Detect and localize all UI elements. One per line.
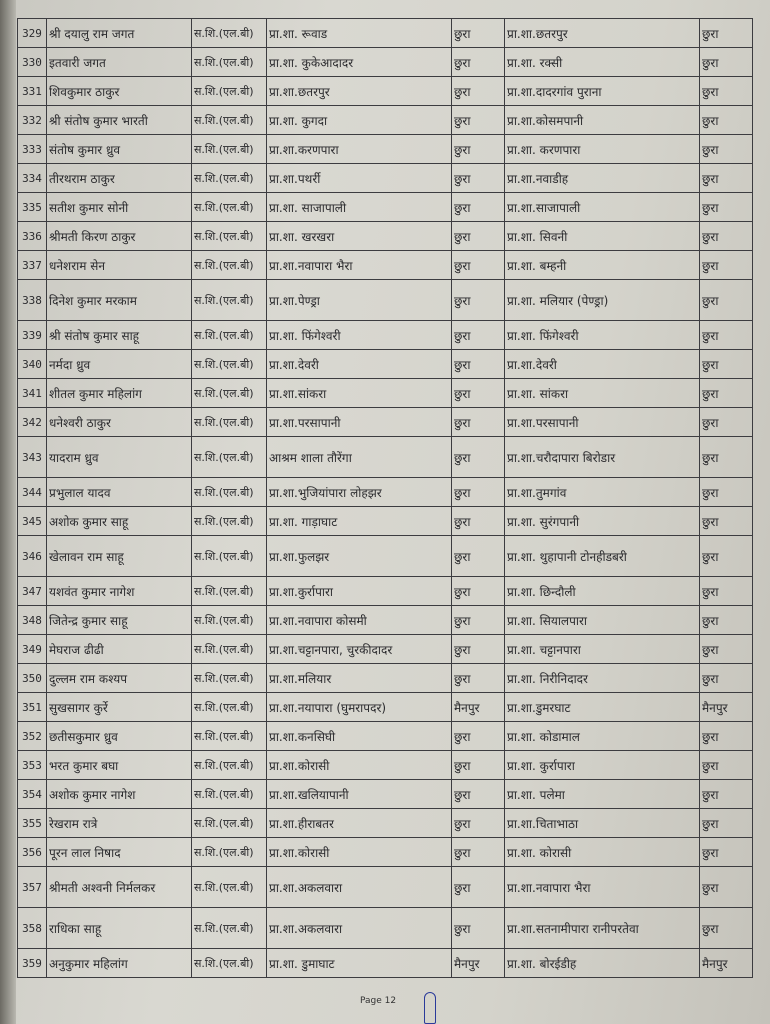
new-block-cell: छुरा	[700, 722, 753, 751]
current-block-cell: छुरा	[452, 478, 505, 507]
table-row	[18, 780, 753, 809]
new-school-cell: प्रा.शा.सतनामीपारा रानीपरतेवा	[505, 908, 700, 949]
current-school-cell: प्रा.शा.फुलझर	[267, 536, 452, 577]
teacher-name-cell: यादराम ध्रुव	[47, 437, 192, 478]
teacher-name-cell: सतीश कुमार सोनी	[47, 193, 192, 222]
serial-number-cell: 334	[18, 164, 47, 193]
post-title-cell: स.शि.(एल.बी)	[192, 280, 267, 321]
table-row	[18, 606, 753, 635]
current-block-cell: छुरा	[452, 135, 505, 164]
new-block-cell: छुरा	[700, 867, 753, 908]
post-title-cell: स.शि.(एल.बी)	[192, 77, 267, 106]
new-school-cell: प्रा.शा. कोडामाल	[505, 722, 700, 751]
new-school-cell: प्रा.शा.नवापारा भैरा	[505, 867, 700, 908]
new-block-cell: मैनपुर	[700, 693, 753, 722]
current-school-cell: प्रा.शा.भुजियांपारा लोहझर	[267, 478, 452, 507]
teacher-name-cell: पूरन लाल निषाद	[47, 838, 192, 867]
new-school-cell: प्रा.शा.परसापानी	[505, 408, 700, 437]
new-block-cell: मैनपुर	[700, 949, 753, 978]
serial-number-cell: 339	[18, 321, 47, 350]
serial-number-cell: 333	[18, 135, 47, 164]
current-block-cell: छुरा	[452, 838, 505, 867]
serial-number-cell: 347	[18, 577, 47, 606]
serial-number-cell: 355	[18, 809, 47, 838]
post-title-cell: स.शि.(एल.बी)	[192, 577, 267, 606]
post-title-cell: स.शि.(एल.बी)	[192, 536, 267, 577]
current-block-cell: छुरा	[452, 350, 505, 379]
teacher-name-cell: भरत कुमार बघा	[47, 751, 192, 780]
current-block-cell: छुरा	[452, 577, 505, 606]
current-school-cell: प्रा.शा.चट्टानपारा, चुरकीदादर	[267, 635, 452, 664]
serial-number-cell: 357	[18, 867, 47, 908]
new-block-cell: छुरा	[700, 164, 753, 193]
current-school-cell: प्रा.शा. रूवाड	[267, 19, 452, 48]
new-school-cell: प्रा.शा.डुमरघाट	[505, 693, 700, 722]
new-school-cell: प्रा.शा. थुहापानी टोनहीडबरी	[505, 536, 700, 577]
table-row	[18, 722, 753, 751]
new-school-cell: प्रा.शा.कोसमपानी	[505, 106, 700, 135]
current-school-cell: प्रा.शा.कोरासी	[267, 751, 452, 780]
table-row	[18, 193, 753, 222]
new-block-cell: छुरा	[700, 437, 753, 478]
new-school-cell: प्रा.शा.साजापाली	[505, 193, 700, 222]
new-block-cell: छुरा	[700, 577, 753, 606]
current-school-cell: प्रा.शा.अकलवारा	[267, 867, 452, 908]
page-number: Page 12	[360, 996, 397, 1006]
teacher-name-cell: राधिका साहू	[47, 908, 192, 949]
post-title-cell: स.शि.(एल.बी)	[192, 437, 267, 478]
table-row	[18, 135, 753, 164]
post-title-cell: स.शि.(एल.बी)	[192, 222, 267, 251]
current-school-cell: प्रा.शा.करणपारा	[267, 135, 452, 164]
serial-number-cell: 332	[18, 106, 47, 135]
teacher-name-cell: श्री दयालु राम जगत	[47, 19, 192, 48]
current-block-cell: छुरा	[452, 664, 505, 693]
table-row	[18, 321, 753, 350]
current-block-cell: छुरा	[452, 780, 505, 809]
current-block-cell: छुरा	[452, 606, 505, 635]
teacher-name-cell: इतवारी जगत	[47, 48, 192, 77]
new-school-cell: प्रा.शा. मलियार (पेण्ड्रा)	[505, 280, 700, 321]
table-row	[18, 222, 753, 251]
table-row	[18, 949, 753, 978]
teacher-name-cell: दुल्लम राम कश्यप	[47, 664, 192, 693]
teacher-name-cell: दिनेश कुमार मरकाम	[47, 280, 192, 321]
serial-number-cell: 359	[18, 949, 47, 978]
table-row	[18, 280, 753, 321]
teacher-name-cell: श्री संतोष कुमार साहू	[47, 321, 192, 350]
post-title-cell: स.शि.(एल.बी)	[192, 751, 267, 780]
table-row	[18, 908, 753, 949]
current-school-cell: प्रा.शा.नवापारा भैरा	[267, 251, 452, 280]
current-block-cell: छुरा	[452, 379, 505, 408]
current-block-cell: छुरा	[452, 48, 505, 77]
current-block-cell: छुरा	[452, 809, 505, 838]
new-block-cell: छुरा	[700, 908, 753, 949]
serial-number-cell: 353	[18, 751, 47, 780]
post-title-cell: स.शि.(एल.बी)	[192, 664, 267, 693]
new-block-cell: छुरा	[700, 751, 753, 780]
post-title-cell: स.शि.(एल.बी)	[192, 780, 267, 809]
serial-number-cell: 349	[18, 635, 47, 664]
current-school-cell: प्रा.शा.कोरासी	[267, 838, 452, 867]
serial-number-cell: 344	[18, 478, 47, 507]
new-block-cell: छुरा	[700, 635, 753, 664]
post-title-cell: स.शि.(एल.बी)	[192, 48, 267, 77]
new-block-cell: छुरा	[700, 350, 753, 379]
current-block-cell: मैनपुर	[452, 949, 505, 978]
current-school-cell: प्रा.शा. गाड़ाघाट	[267, 507, 452, 536]
serial-number-cell: 351	[18, 693, 47, 722]
new-block-cell: छुरा	[700, 321, 753, 350]
new-school-cell: प्रा.शा. कुर्रापारा	[505, 751, 700, 780]
teacher-name-cell: सुखसागर कुर्रे	[47, 693, 192, 722]
post-title-cell: स.शि.(एल.बी)	[192, 19, 267, 48]
teacher-name-cell: खेलावन राम साहू	[47, 536, 192, 577]
table-row	[18, 577, 753, 606]
new-block-cell: छुरा	[700, 507, 753, 536]
current-block-cell: छुरा	[452, 751, 505, 780]
teacher-name-cell: संतोष कुमार ध्रुव	[47, 135, 192, 164]
serial-number-cell: 354	[18, 780, 47, 809]
new-block-cell: छुरा	[700, 19, 753, 48]
new-school-cell: प्रा.शा. सांकरा	[505, 379, 700, 408]
teacher-name-cell: अशोक कुमार नागेश	[47, 780, 192, 809]
post-title-cell: स.शि.(एल.बी)	[192, 809, 267, 838]
post-title-cell: स.शि.(एल.बी)	[192, 193, 267, 222]
current-school-cell: प्रा.शा.कुर्रापारा	[267, 577, 452, 606]
current-block-cell: मैनपुर	[452, 693, 505, 722]
current-school-cell: प्रा.शा. साजापाली	[267, 193, 452, 222]
current-school-cell: प्रा.शा.मलियार	[267, 664, 452, 693]
table-row	[18, 48, 753, 77]
new-block-cell: छुरा	[700, 780, 753, 809]
current-block-cell: छुरा	[452, 280, 505, 321]
table-row	[18, 867, 753, 908]
new-school-cell: प्रा.शा.छतरपुर	[505, 19, 700, 48]
table-row	[18, 379, 753, 408]
current-school-cell: प्रा.शा.देवरी	[267, 350, 452, 379]
serial-number-cell: 340	[18, 350, 47, 379]
table-row	[18, 751, 753, 780]
teacher-name-cell: धनेश्वरी ठाकुर	[47, 408, 192, 437]
teacher-name-cell: धनेशराम सेन	[47, 251, 192, 280]
current-block-cell: छुरा	[452, 193, 505, 222]
serial-number-cell: 331	[18, 77, 47, 106]
new-block-cell: छुरा	[700, 280, 753, 321]
current-school-cell: प्रा.शा. डुमाघाट	[267, 949, 452, 978]
new-block-cell: छुरा	[700, 251, 753, 280]
transfer-list-table	[17, 18, 753, 978]
post-title-cell: स.शि.(एल.बी)	[192, 838, 267, 867]
post-title-cell: स.शि.(एल.बी)	[192, 251, 267, 280]
new-school-cell: प्रा.शा.चरौदापारा बिरोडार	[505, 437, 700, 478]
post-title-cell: स.शि.(एल.बी)	[192, 949, 267, 978]
post-title-cell: स.शि.(एल.बी)	[192, 635, 267, 664]
current-block-cell: छुरा	[452, 251, 505, 280]
teacher-name-cell: श्री संतोष कुमार भारती	[47, 106, 192, 135]
current-school-cell: प्रा.शा.अकलवारा	[267, 908, 452, 949]
table-row	[18, 251, 753, 280]
table-row	[18, 635, 753, 664]
serial-number-cell: 341	[18, 379, 47, 408]
table-row	[18, 838, 753, 867]
table-row	[18, 164, 753, 193]
table-row	[18, 408, 753, 437]
teacher-name-cell: रेखराम रात्रे	[47, 809, 192, 838]
current-school-cell: प्रा.शा.छतरपुर	[267, 77, 452, 106]
new-school-cell: प्रा.शा. सिवनी	[505, 222, 700, 251]
teacher-name-cell: तीरथराम ठाकुर	[47, 164, 192, 193]
new-block-cell: छुरा	[700, 48, 753, 77]
new-school-cell: प्रा.शा.नवाडीह	[505, 164, 700, 193]
current-school-cell: आश्रम शाला तौरेंगा	[267, 437, 452, 478]
post-title-cell: स.शि.(एल.बी)	[192, 164, 267, 193]
new-block-cell: छुरा	[700, 222, 753, 251]
current-school-cell: प्रा.शा. फिंगेश्वरी	[267, 321, 452, 350]
new-block-cell: छुरा	[700, 536, 753, 577]
new-block-cell: छुरा	[700, 77, 753, 106]
teacher-name-cell: शिवकुमार ठाकुर	[47, 77, 192, 106]
table-body	[18, 19, 753, 978]
teacher-name-cell: छतीसकुमार ध्रुव	[47, 722, 192, 751]
post-title-cell: स.शि.(एल.बी)	[192, 106, 267, 135]
current-school-cell: प्रा.शा.खलियापानी	[267, 780, 452, 809]
table-row	[18, 478, 753, 507]
new-block-cell: छुरा	[700, 106, 753, 135]
table-row	[18, 437, 753, 478]
serial-number-cell: 330	[18, 48, 47, 77]
post-title-cell: स.शि.(एल.बी)	[192, 350, 267, 379]
new-school-cell: प्रा.शा. पलेमा	[505, 780, 700, 809]
post-title-cell: स.शि.(एल.बी)	[192, 408, 267, 437]
current-school-cell: प्रा.शा.पथर्री	[267, 164, 452, 193]
new-school-cell: प्रा.शा. फिंगेश्वरी	[505, 321, 700, 350]
teacher-name-cell: शीतल कुमार महिलांग	[47, 379, 192, 408]
serial-number-cell: 343	[18, 437, 47, 478]
current-block-cell: छुरा	[452, 106, 505, 135]
serial-number-cell: 329	[18, 19, 47, 48]
current-block-cell: छुरा	[452, 867, 505, 908]
teacher-name-cell: अशोक कुमार साहू	[47, 507, 192, 536]
serial-number-cell: 348	[18, 606, 47, 635]
post-title-cell: स.शि.(एल.बी)	[192, 135, 267, 164]
new-block-cell: छुरा	[700, 809, 753, 838]
serial-number-cell: 350	[18, 664, 47, 693]
new-school-cell: प्रा.शा. चट्टानपारा	[505, 635, 700, 664]
new-school-cell: प्रा.शा. छिन्दौली	[505, 577, 700, 606]
new-block-cell: छुरा	[700, 838, 753, 867]
teacher-name-cell: जितेन्द्र कुमार साहू	[47, 606, 192, 635]
current-school-cell: प्रा.शा.हीराबतर	[267, 809, 452, 838]
serial-number-cell: 337	[18, 251, 47, 280]
current-school-cell: प्रा.शा. खरखरा	[267, 222, 452, 251]
table-row	[18, 106, 753, 135]
new-block-cell: छुरा	[700, 664, 753, 693]
current-school-cell: प्रा.शा.सांकरा	[267, 379, 452, 408]
current-block-cell: छुरा	[452, 908, 505, 949]
current-block-cell: छुरा	[452, 77, 505, 106]
new-block-cell: छुरा	[700, 135, 753, 164]
post-title-cell: स.शि.(एल.बी)	[192, 867, 267, 908]
table-row	[18, 77, 753, 106]
current-school-cell: प्रा.शा.परसापानी	[267, 408, 452, 437]
new-block-cell: छुरा	[700, 408, 753, 437]
current-block-cell: छुरा	[452, 722, 505, 751]
current-block-cell: छुरा	[452, 19, 505, 48]
new-school-cell: प्रा.शा. निरीनिदादर	[505, 664, 700, 693]
new-school-cell: प्रा.शा. बम्हनी	[505, 251, 700, 280]
teacher-name-cell: श्रीमती किरण ठाकुर	[47, 222, 192, 251]
current-block-cell: छुरा	[452, 536, 505, 577]
new-school-cell: प्रा.शा. बोरईडीह	[505, 949, 700, 978]
teacher-name-cell: नर्मदा ध्रुव	[47, 350, 192, 379]
current-school-cell: प्रा.शा.पेण्ड्रा	[267, 280, 452, 321]
new-school-cell: प्रा.शा. करणपारा	[505, 135, 700, 164]
current-block-cell: छुरा	[452, 164, 505, 193]
current-block-cell: छुरा	[452, 321, 505, 350]
serial-number-cell: 345	[18, 507, 47, 536]
teacher-name-cell: यशवंत कुमार नागेश	[47, 577, 192, 606]
table-row	[18, 19, 753, 48]
signature-mark	[424, 992, 436, 1024]
current-school-cell: प्रा.शा. कुकेआदादर	[267, 48, 452, 77]
post-title-cell: स.शि.(एल.बी)	[192, 722, 267, 751]
table-row	[18, 664, 753, 693]
current-school-cell: प्रा.शा.कनसिघी	[267, 722, 452, 751]
new-school-cell: प्रा.शा. कोरासी	[505, 838, 700, 867]
serial-number-cell: 335	[18, 193, 47, 222]
current-block-cell: छुरा	[452, 437, 505, 478]
serial-number-cell: 356	[18, 838, 47, 867]
post-title-cell: स.शि.(एल.बी)	[192, 321, 267, 350]
table-row	[18, 809, 753, 838]
current-block-cell: छुरा	[452, 408, 505, 437]
new-school-cell: प्रा.शा.दादरगांव पुराना	[505, 77, 700, 106]
post-title-cell: स.शि.(एल.बी)	[192, 379, 267, 408]
new-school-cell: प्रा.शा.तुमगांव	[505, 478, 700, 507]
new-school-cell: प्रा.शा.देवरी	[505, 350, 700, 379]
post-title-cell: स.शि.(एल.बी)	[192, 908, 267, 949]
post-title-cell: स.शि.(एल.बी)	[192, 478, 267, 507]
new-block-cell: छुरा	[700, 606, 753, 635]
table-row	[18, 507, 753, 536]
post-title-cell: स.शि.(एल.बी)	[192, 507, 267, 536]
serial-number-cell: 336	[18, 222, 47, 251]
current-block-cell: छुरा	[452, 222, 505, 251]
post-title-cell: स.शि.(एल.बी)	[192, 606, 267, 635]
serial-number-cell: 352	[18, 722, 47, 751]
new-block-cell: छुरा	[700, 379, 753, 408]
current-school-cell: प्रा.शा. कुगदा	[267, 106, 452, 135]
serial-number-cell: 346	[18, 536, 47, 577]
teacher-name-cell: अनुकुमार महिलांग	[47, 949, 192, 978]
serial-number-cell: 342	[18, 408, 47, 437]
current-block-cell: छुरा	[452, 507, 505, 536]
current-school-cell: प्रा.शा.नयापारा (घुमरापदर)	[267, 693, 452, 722]
teacher-name-cell: श्रीमती अश्वनी निर्मलकर	[47, 867, 192, 908]
new-school-cell: प्रा.शा. सुरंगपानी	[505, 507, 700, 536]
table-row	[18, 536, 753, 577]
serial-number-cell: 358	[18, 908, 47, 949]
teacher-name-cell: प्रभुलाल यादव	[47, 478, 192, 507]
table-row	[18, 693, 753, 722]
new-school-cell: प्रा.शा.चिताभाठा	[505, 809, 700, 838]
serial-number-cell: 338	[18, 280, 47, 321]
current-school-cell: प्रा.शा.नवापारा कोसमी	[267, 606, 452, 635]
table-row	[18, 350, 753, 379]
teacher-name-cell: मेघराज ढीढी	[47, 635, 192, 664]
current-block-cell: छुरा	[452, 635, 505, 664]
new-school-cell: प्रा.शा. सियालपारा	[505, 606, 700, 635]
new-block-cell: छुरा	[700, 478, 753, 507]
post-title-cell: स.शि.(एल.बी)	[192, 693, 267, 722]
new-block-cell: छुरा	[700, 193, 753, 222]
new-school-cell: प्रा.शा. रक्सी	[505, 48, 700, 77]
